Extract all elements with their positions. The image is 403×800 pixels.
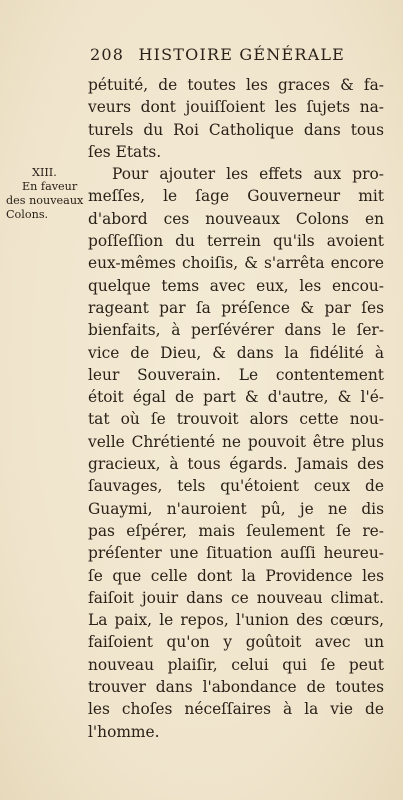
margin-note-line: des nouveaux	[6, 194, 84, 207]
text-line: rageant par ſa préſence & par ſes	[88, 298, 384, 317]
text-line: veurs dont jouiſſoient les ſujets na-	[88, 98, 384, 117]
text-line: tat où ſe trouvoit alors cette nou-	[88, 410, 384, 429]
text-line: préſenter une ſituation auſſi heureu-	[88, 544, 384, 563]
running-title: HISTOIRE GÉNÉRALE	[138, 45, 346, 64]
margin-note	[6, 166, 88, 222]
text-line: velle Chrétienté ne pouvoit être plus	[88, 432, 384, 451]
text-line: faiſoit jouir dans ce nouveau climat.	[88, 588, 384, 607]
body-text	[88, 74, 384, 743]
text-line: pas eſpérer, mais ſeulement ſe re-	[88, 521, 384, 540]
text-line: bienfaits, à perſévérer dans le ſer-	[88, 321, 384, 340]
text-line: poſſeſſion du terrein qu'ils avoient	[88, 232, 384, 251]
text-line: eux-mêmes choiſis, & s'arrêta encore	[88, 254, 384, 273]
text-line: trouver dans l'abondance de toutes	[88, 678, 384, 697]
text-line: d'abord ces nouveaux Colons en	[88, 209, 384, 228]
page-number: 208	[90, 45, 125, 64]
text-line: meſſes, le ſage Gouverneur mit	[88, 187, 384, 206]
text-line: ſe que celle dont la Providence les	[88, 566, 384, 585]
text-line: La paix, le repos, l'union des cœurs,	[88, 611, 384, 630]
text-line: leur Souverain. Le contentement	[88, 365, 384, 384]
text-line: l'homme.	[88, 722, 160, 741]
text-line: gracieux, à tous égards. Jamais des	[88, 455, 384, 474]
text-line: turels du Roi Catholique dans tous	[88, 120, 384, 139]
margin-note-line: XIII.	[32, 166, 57, 179]
text-line: Pour ajouter les effets aux pro-	[112, 165, 384, 184]
margin-note-line: En faveur	[22, 180, 78, 193]
text-line: Guaymi, n'auroient pû, je ne dis	[88, 499, 384, 518]
text-line: quelque tems avec eux, les encou-	[88, 276, 384, 295]
text-line: vice de Dieu, & dans la fidélité à	[88, 343, 384, 362]
text-line: pétuité, de toutes les graces & fa-	[88, 76, 384, 94]
text-line: ſes Etats.	[88, 142, 162, 161]
text-line: ſauvages, tels qu'étoient ceux de	[88, 477, 384, 496]
running-header	[90, 45, 345, 64]
text-line: les choſes néceſſaires à la vie de	[88, 700, 384, 719]
text-line: étoit égal de part & d'autre, & l'é-	[88, 388, 384, 407]
text-line: nouveau plaiſir, celui qui ſe peut	[88, 655, 384, 674]
margin-note-line: Colons.	[6, 208, 49, 221]
text-line: faiſoient qu'on y goûtoit avec un	[88, 633, 384, 652]
